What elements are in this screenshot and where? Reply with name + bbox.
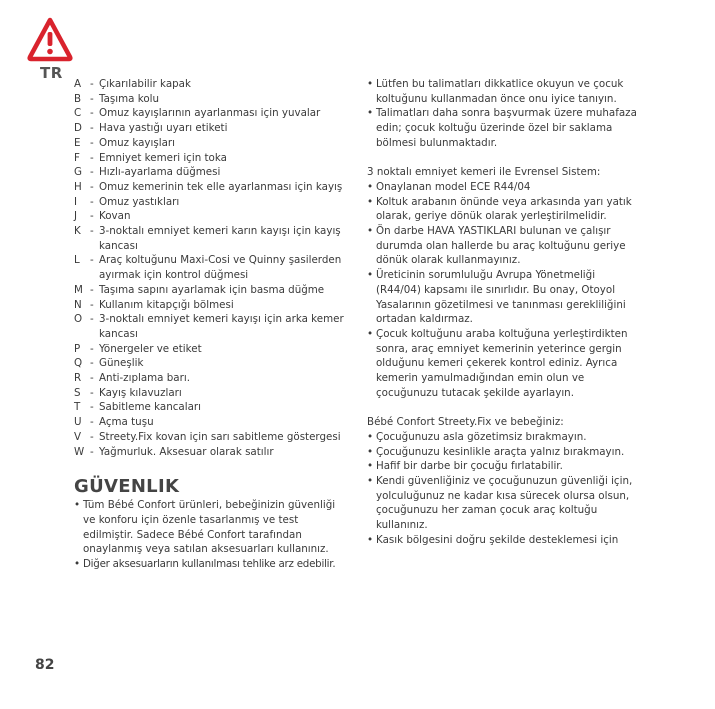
- belt-bullet: • Koltuk arabanın önünde veya arkasında yarı yatık olarak, geriye dönük olarak yerleştirilmelidir.: [367, 195, 637, 224]
- intro-bullets: [367, 77, 637, 151]
- part-description: Kayış kılavuzları: [99, 386, 182, 399]
- safety-bullet: • Tüm Bébé Confort ürünleri, bebeğinizin güvenliği ve konforu için özenle tasarlanmış ve test edilmiştir. Sadece Bébé Confort tarafından onaylanmış veya satılan aksesuarları kullanınız.: [74, 498, 346, 557]
- baby-bullet: • Kasık bölgesini doğru şekilde desteklemesi için: [367, 533, 637, 548]
- part-letter: R: [74, 372, 82, 385]
- baby-heading: Bébé Confort Streety.Fix ve bebeğiniz:: [367, 416, 564, 429]
- belt-heading: 3 noktalı emniyet kemeri ile Evrensel Sistem:: [367, 166, 601, 179]
- part-letter: A: [74, 78, 82, 90]
- baby-bullet: • Çocuğunuzu kesinlikle araçta yalnız bırakmayın.: [367, 445, 637, 460]
- part-description: 3-noktalı emniyet kemeri kayışı için arka kemer kancası: [99, 313, 344, 340]
- page-number: 82: [35, 657, 55, 673]
- part-description: Omuz kayışlarının ayarlanması için yuvalar: [99, 107, 321, 120]
- part-description: 3-noktalı emniyet kemeri karın kayışı için kayış kancası: [99, 225, 341, 252]
- parts-list-item: D - Hava yastığı uyarı etiketi: [74, 121, 346, 136]
- belt-bullet: • Ön darbe HAVA YASTIKLARI bulunan ve çalışır durumda olan hallerde bu araç koltuğunu geriye dönük olarak kullanmayınız.: [367, 224, 637, 268]
- parts-list-item: F - Emniyet kemeri için toka: [74, 151, 346, 166]
- part-letter: U: [74, 416, 82, 429]
- belt-bullets: [367, 180, 637, 401]
- part-description: Hava yastığı uyarı etiketi: [99, 122, 228, 135]
- parts-list-item: N - Kullanım kitapçığı bölmesi: [74, 298, 346, 313]
- part-letter: C: [74, 107, 82, 120]
- part-description: Taşıma sapını ayarlamak için basma düğme: [99, 283, 325, 296]
- intro-bullet: • Lütfen bu talimatları dikkatlice okuyun ve çocuk koltuğunu kullanmadan önce onu iyice tanıyın.: [367, 77, 637, 106]
- part-description: Hızlı-ayarlama düğmesi: [99, 166, 221, 179]
- part-description: Araç koltuğunu Maxi-Cosi ve Quinny şasilerden ayırmak için kontrol düğmesi: [99, 254, 342, 282]
- belt-bullet: • Onaylanan model ECE R44/04: [367, 180, 637, 195]
- part-description: Emniyet kemeri için toka: [99, 151, 227, 164]
- part-letter: V: [74, 430, 82, 443]
- part-description: Kovan: [99, 210, 131, 223]
- part-description: Sabitleme kancaları: [99, 401, 201, 414]
- part-letter: J: [74, 210, 78, 223]
- parts-list-item: A - Çıkarılabilir kapak: [74, 77, 346, 92]
- part-description: Yağmurluk. Aksesuar olarak satılır: [99, 445, 274, 458]
- parts-list: [74, 77, 346, 459]
- part-letter: E: [74, 136, 81, 149]
- parts-list-item: W - Yağmurluk. Aksesuar olarak satılır: [74, 445, 346, 460]
- intro-bullet: • Talimatları daha sonra başvurmak üzere muhafaza edin; çocuk koltuğu üzerinde özel bir saklama bölmesi bulunmaktadır.: [367, 106, 637, 150]
- part-description: Omuz kayışları: [99, 136, 176, 149]
- part-letter: W: [74, 445, 85, 458]
- part-letter: M: [74, 283, 83, 296]
- baby-bullets: [367, 430, 637, 548]
- part-letter: L: [74, 254, 80, 267]
- parts-list-item: G - Hızlı-ayarlama düğmesi: [74, 165, 346, 180]
- safety-title: GÜVENLIK: [74, 476, 180, 498]
- part-letter: O: [74, 313, 83, 326]
- part-letter: T: [74, 401, 81, 414]
- part-letter: B: [74, 92, 82, 105]
- part-description: Anti-zıplama barı.: [99, 372, 190, 385]
- part-letter: H: [74, 180, 82, 193]
- belt-bullet: • Çocuk koltuğunu araba koltuğuna yerleştirdikten sonra, araç emniyet kemerinin yeterince gergin olduğunu kemeri çekerek kontrol ediniz. Ayrıca kemerin yamulmadığından emin olun ve çocuğunuzu tutacak şekilde ayarlayın.: [367, 327, 637, 401]
- safety-bullet: • Diğer aksesuarların kullanılması tehlike arz edebilir.: [74, 557, 346, 572]
- part-letter: N: [74, 298, 82, 311]
- part-description: Yönergeler ve etiket: [99, 342, 202, 355]
- part-letter: Q: [74, 357, 83, 370]
- parts-list-item: V - Streety.Fix kovan için sarı sabitleme göstergesi: [74, 430, 346, 445]
- baby-bullet: • Hafif bir darbe bir çocuğu fırlatabilir.: [367, 459, 637, 474]
- part-letter: P: [74, 342, 81, 355]
- part-letter: G: [74, 166, 82, 179]
- belt-bullet: • Üreticinin sorumluluğu Avrupa Yönetmeliği (R44/04) kapsamı ile sınırlıdır. Bu onay, Otoyol Yasalarının gözetilmesi ve tanınması gerekliliğini ortadan kaldırmaz.: [367, 268, 637, 327]
- part-description: Kullanım kitapçığı bölmesi: [99, 298, 234, 311]
- parts-list-item: S - Kayış kılavuzları: [74, 386, 346, 401]
- parts-list-item: E - Omuz kayışları: [74, 136, 346, 151]
- part-letter: I: [74, 195, 78, 208]
- parts-list-item: T - Sabitleme kancaları: [74, 400, 346, 415]
- parts-list-item: L - Araç koltuğunu Maxi-Cosi ve Quinny şasilerden ayırmak için kontrol düğmesi: [74, 253, 346, 282]
- baby-bullet: • Kendi güvenliğiniz ve çocuğunuzun güvenliği için, yolculuğunuz ne kadar kısa sürecek olursa olsun, çocuğunuzu her zaman çocuk araç koltuğu kullanınız.: [367, 474, 637, 533]
- parts-list-item: K - 3-noktalı emniyet kemeri karın kayışı için kayış kancası: [74, 224, 346, 253]
- part-description: Çıkarılabilir kapak: [99, 78, 191, 90]
- parts-list-item: P - Yönergeler ve etiket: [74, 342, 346, 357]
- parts-list-item: C - Omuz kayışlarının ayarlanması için yuvalar: [74, 106, 346, 121]
- parts-list-item: M - Taşıma sapını ayarlamak için basma düğme: [74, 283, 346, 298]
- parts-list-item: I - Omuz yastıkları: [74, 195, 346, 210]
- part-letter: D: [74, 122, 82, 135]
- part-letter: F: [74, 151, 80, 164]
- left-column: [74, 77, 346, 572]
- parts-list-item: O - 3-noktalı emniyet kemeri kayışı için arka kemer kancası: [74, 312, 346, 341]
- part-description: Güneşlik: [99, 357, 144, 370]
- parts-list-item: R - Anti-zıplama barı.: [74, 371, 346, 386]
- part-letter: S: [74, 386, 81, 399]
- part-description: Omuz yastıkları: [99, 195, 180, 208]
- part-letter: K: [74, 225, 81, 238]
- baby-bullet: • Çocuğunuzu asla gözetimsiz bırakmayın.: [367, 430, 637, 445]
- parts-list-item: U - Açma tuşu: [74, 415, 346, 430]
- parts-list-item: Q - Güneşlik: [74, 356, 346, 371]
- language-tag: TR: [40, 64, 63, 82]
- warning-triangle-icon: [26, 16, 74, 62]
- safety-bullets: [74, 498, 346, 572]
- part-description: Omuz kemerinin tek elle ayarlanması için kayış: [99, 180, 343, 193]
- parts-list-item: H - Omuz kemerinin tek elle ayarlanması için kayış: [74, 180, 346, 195]
- part-description: Streety.Fix kovan için sarı sabitleme göstergesi: [99, 430, 341, 443]
- part-description: Açma tuşu: [99, 416, 154, 429]
- parts-list-item: B - Taşıma kolu: [74, 92, 346, 107]
- right-column: [367, 77, 637, 547]
- part-description: Taşıma kolu: [99, 92, 160, 105]
- parts-list-item: J - Kovan: [74, 209, 346, 224]
